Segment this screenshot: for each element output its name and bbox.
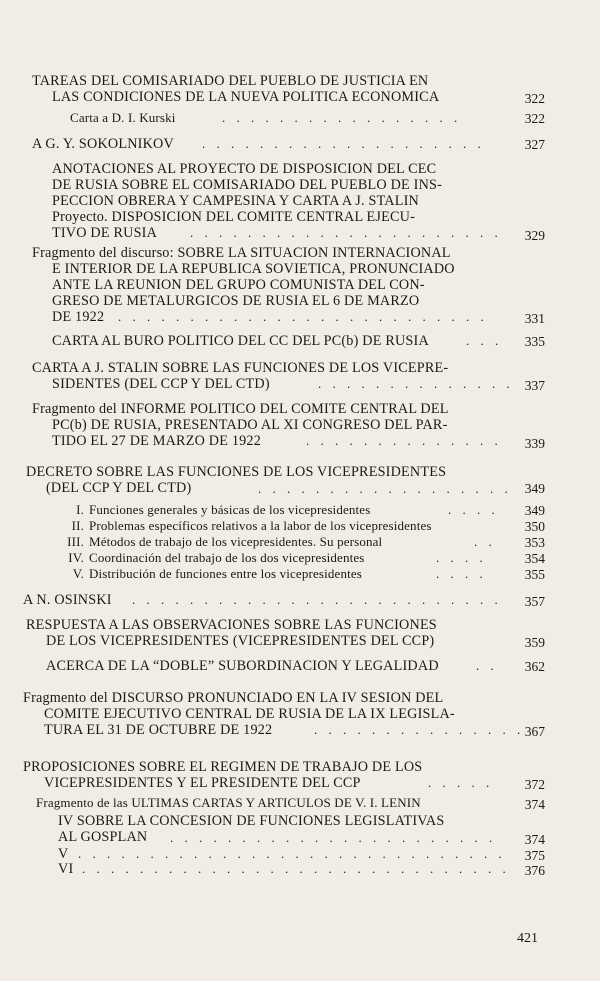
entry-title: CARTA A J. STALIN SOBRE LAS FUNCIONES DE LOS VICEPRE-	[32, 360, 449, 376]
entry-title: V	[58, 846, 69, 862]
entry-title: LAS CONDICIONES DE LA NUEVA POLITICA ECONOMICA	[52, 89, 440, 105]
leader-dots: . .	[474, 534, 496, 549]
entry-title: RESPUESTA A LAS OBSERVACIONES SOBRE LAS FUNCIONES	[26, 617, 437, 633]
page-number: 335	[524, 334, 545, 349]
page-number: 362	[524, 659, 545, 674]
entry-title: VI	[58, 861, 74, 877]
leader-dots: . . . .	[448, 502, 499, 517]
entry-title: (DEL CCP Y DEL CTD)	[46, 480, 192, 496]
leader-dots: . . . . . . . . . . . . . . . . . . . . . . . . . .	[132, 592, 502, 607]
page-number: 329	[524, 228, 545, 243]
page-number: 375	[524, 848, 545, 863]
leader-dots: . . . . . . . . . . . . . . .	[314, 722, 525, 737]
entry-title: Fragmento del INFORME POLITICO DEL COMITE CENTRAL DEL	[32, 401, 449, 417]
entry-title: COMITE EJECUTIVO CENTRAL DE RUSIA DE LA IX LEGISLA-	[44, 706, 455, 722]
leader-dots: . .	[476, 658, 498, 673]
entry-title: PC(b) DE RUSIA, PRESENTADO AL XI CONGRESO DEL PAR-	[52, 417, 448, 433]
leader-dots: . . . .	[436, 550, 487, 565]
entry-title: DECRETO SOBRE LAS FUNCIONES DE LOS VICEPRESIDENTES	[26, 464, 447, 480]
page-number: 350	[524, 519, 545, 534]
leader-dots: . . . .	[436, 566, 487, 581]
entry-title: PROPOSICIONES SOBRE EL REGIMEN DE TRABAJO DE LOS	[23, 759, 423, 775]
entry-title: ANTE LA REUNION DEL GRUPO COMUNISTA DEL CON-	[52, 277, 425, 293]
entry-title: DE RUSIA SOBRE EL COMISARIADO DEL PUEBLO DE INS-	[52, 177, 443, 193]
page-number: 353	[524, 535, 545, 550]
subentry-number: I.	[76, 502, 84, 517]
entry-title: E INTERIOR DE LA REPUBLICA SOVIETICA, PRONUNCIADO	[52, 261, 455, 277]
page-number: 376	[524, 863, 545, 878]
page-number: 367	[524, 724, 545, 739]
leader-dots: . . .	[466, 333, 503, 348]
subentry-title: Distribución de funciones entre los vicepresidentes	[89, 566, 362, 581]
page-number: 359	[524, 635, 545, 650]
subentry-number: V.	[72, 566, 84, 581]
entry-title: GRESO DE METALURGICOS DE RUSIA EL 6 DE MARZO	[52, 293, 420, 309]
entry-title: Proyecto. DISPOSICION DEL COMITE CENTRAL EJECU-	[52, 209, 416, 225]
leader-dots: . . . . .	[428, 775, 494, 790]
entry-title: Carta a D. I. Kurski	[70, 110, 176, 125]
subentry-title: Funciones generales y básicas de los vicepresidentes	[89, 502, 371, 517]
page-number: 331	[524, 311, 545, 326]
page-number: 327	[524, 137, 545, 152]
page-number: 322	[524, 111, 545, 126]
entry-title: PECCION OBRERA Y CAMPESINA Y CARTA A J. STALIN	[52, 193, 419, 209]
entry-title: VICEPRESIDENTES Y EL PRESIDENTE DEL CCP	[44, 775, 361, 791]
subentry-title: Coordinación del trabajo de los dos vicepresidentes	[89, 550, 365, 565]
entry-title: DE LOS VICEPRESIDENTES (VICEPRESIDENTES DEL CCP)	[46, 633, 435, 649]
page-number: 337	[524, 378, 545, 393]
page-number: 374	[524, 797, 545, 812]
leader-dots: . . . . . . . . . . . . . .	[318, 376, 514, 391]
entry-title: A N. OSINSKI	[23, 592, 112, 608]
leader-dots: . . . . . . . . . . . . . . . . .	[222, 110, 462, 125]
page-number: 349	[524, 481, 545, 496]
entry-title: ANOTACIONES AL PROYECTO DE DISPOSICION DEL CEC	[52, 161, 437, 177]
page-number: 374	[524, 832, 545, 847]
leader-dots: . . . . . . . . . . . . . . . . . . . . . . . . . . . . . .	[78, 846, 506, 861]
entry-title: CARTA AL BURO POLITICO DEL CC DEL PC(b) DE RUSIA	[52, 333, 429, 349]
leader-dots: . . . . . . . . . . . . . . . . . . . .	[202, 136, 485, 151]
entry-title: TIDO EL 27 DE MARZO DE 1922	[52, 433, 261, 449]
entry-title: DE 1922	[52, 309, 105, 325]
entry-title: Fragmento de las ULTIMAS CARTAS Y ARTICULOS DE V. I. LENIN	[36, 795, 421, 810]
entry-title: AL GOSPLAN	[58, 829, 148, 845]
page-number: 339	[524, 436, 545, 451]
entry-title: Fragmento del DISCURSO PRONUNCIADO EN LA IV SESION DEL	[23, 690, 444, 706]
leader-dots: . . . . . . . . . . . . . . . . . . . . . .	[190, 225, 502, 240]
subentry-number: IV.	[68, 550, 84, 565]
subentry-title: Métodos de trabajo de los vicepresidentes. Su personal	[89, 534, 383, 549]
leader-dots: . . . . . . . . . . . . . . . . . . . . . . . . . . . . . .	[82, 861, 510, 876]
entry-title: A G. Y. SOKOLNIKOV	[32, 136, 174, 152]
page-number: 322	[524, 91, 545, 106]
leader-dots: . . . . . . . . . . . . . . . . . .	[258, 481, 512, 496]
page-number: 357	[524, 594, 545, 609]
page-number: 355	[524, 567, 545, 582]
folio-page-number: 421	[517, 931, 538, 946]
subentry-title: Problemas específicos relativos a la labor de los vicepresidentes	[89, 518, 432, 533]
page-number: 354	[524, 551, 545, 566]
leader-dots: . . . . . . . . . . . . . .	[306, 433, 502, 448]
subentry-number: II.	[71, 518, 84, 533]
page-number: 349	[524, 503, 545, 518]
page-number: 372	[524, 777, 545, 792]
entry-title: IV SOBRE LA CONCESION DE FUNCIONES LEGISLATIVAS	[58, 813, 445, 829]
subentry-number: III.	[67, 534, 84, 549]
entry-title: TURA EL 31 DE OCTUBRE DE 1922	[44, 722, 273, 738]
leader-dots: . . . . . . . . . . . . . . . . . . . . . . . . . .	[118, 309, 488, 324]
entry-title: TAREAS DEL COMISARIADO DEL PUEBLO DE JUSTICIA EN	[32, 73, 429, 89]
leader-dots: . . . . . . . . . . . . . . . . . . . . . . .	[170, 830, 497, 845]
entry-title: SIDENTES (DEL CCP Y DEL CTD)	[52, 376, 270, 392]
entry-title: Fragmento del discurso: SOBRE LA SITUACION INTERNACIONAL	[32, 245, 451, 261]
entry-title: TIVO DE RUSIA	[52, 225, 158, 241]
entry-title: ACERCA DE LA “DOBLE” SUBORDINACION Y LEGALIDAD	[46, 658, 439, 674]
